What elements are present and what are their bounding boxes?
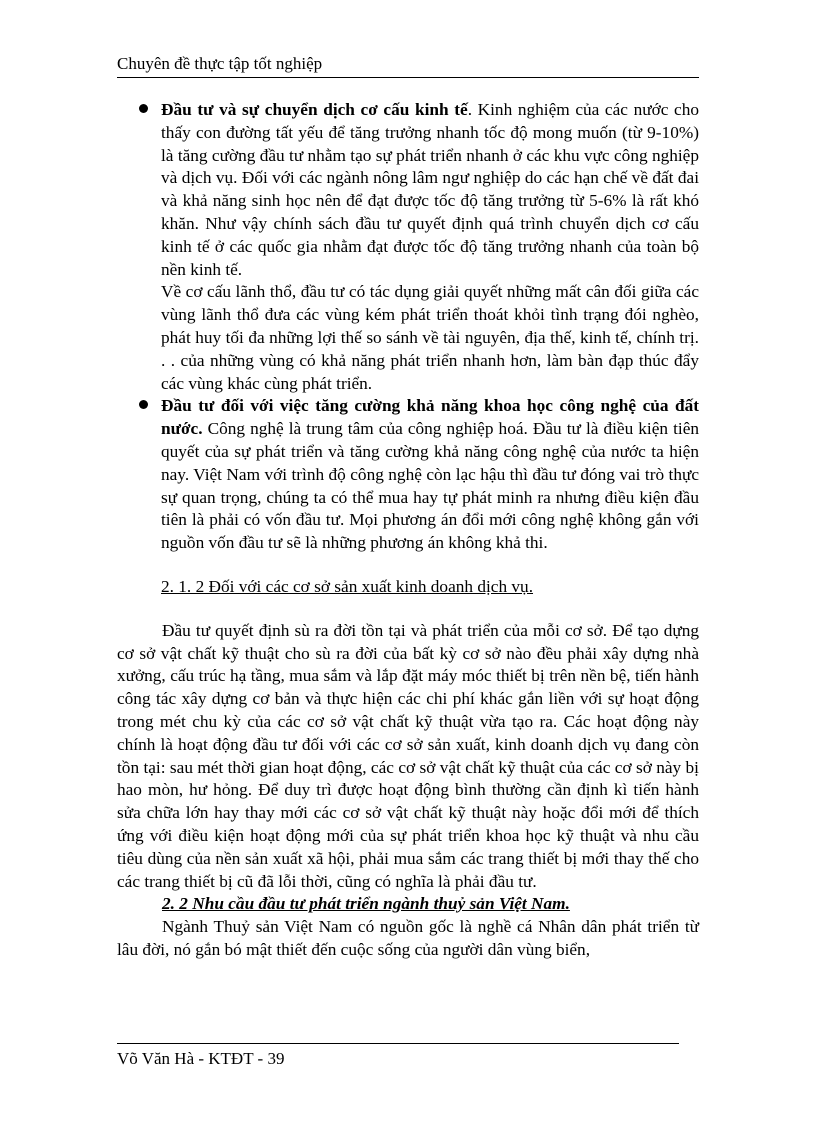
bullet-paragraph	[161, 395, 699, 555]
header-title: Chuyên đề thực tập tốt nghiệp	[117, 54, 323, 73]
bullet-icon	[139, 104, 148, 113]
subheading: 2. 1. 2 Đối với các cơ sở sản xuất kinh doanh dịch vụ.	[161, 576, 534, 596]
bullet-text: . Kinh nghiệm của các nước cho thấy con đường tất yếu để tăng trưởng nhanh tốc độ mong muốn (từ 9-10%) là tăng cường đầu tư nhằm tạo sự phát triển nhanh ở các khu vực công nghiệp và dịch vụ. Đối với các ngành nông lâm ngư nghiệp do các hạn chế về đất đai và khả năng sinh học nên để đạt được tốc độ tăng trưởng từ 5-6% là rất khó khăn. Như vậy chính sách đầu tư quyết định quá trình chuyển dịch cơ cấu kinh tế ở các quốc gia nhằm đạt được tốc độ tăng trưởng nhanh của toàn bộ nền kinh tế.	[161, 100, 699, 279]
section-heading: 2. 2 Nhu cầu đầu tư phát triển ngành thuỷ sản Việt Nam.	[162, 894, 570, 914]
bullet-extra-paragraph: Về cơ cấu lãnh thổ, đầu tư có tác dụng giải quyết những mất cân đối giữa các vùng lãnh thổ đưa các vùng kém phát triển thoát khỏi tình trạng đói nghèo, phát huy tối đa những lợi thế so sánh về tài nguyên, địa thế, kinh tế, chính trị. . . của những vùng có khả năng phát triển nhanh hơn, làm bàn đạp thúc đẩy các vùng khác cùng phát triển.	[161, 282, 699, 393]
page-header	[117, 51, 699, 78]
bullet-item	[117, 395, 699, 555]
bullet-icon	[139, 400, 148, 409]
bullet-paragraph	[161, 99, 699, 281]
bullet-item	[117, 99, 699, 395]
footer-text: Võ Văn Hà - KTĐT - 39	[117, 1049, 285, 1068]
bullet-bold-lead: Đầu tư và sự chuyển dịch cơ cấu kinh tế	[161, 100, 468, 119]
page-footer	[117, 1043, 679, 1070]
body-paragraph: Đầu tư quyết định sù ra đời tồn tại và phát triển của mỗi cơ sở. Để tạo dựng cơ sở vật chất kỹ thuật cho sù ra đời của bất kỳ cơ sở nào đều phải xây dựng nhà xưởng, cấu trúc hạ tầng, mua sắm và lắp đặt máy móc thiết bị trên nền bệ, tiến hành công tác xây dựng cơ bản và thực hiện các chi phí khác gắn liền với sự hoạt động trong mét chu kỳ của các cơ sở vật chất kỹ thuật vừa tạo ra. Các hoạt động này chính là hoạt động đầu tư đối với các cơ sở sản xuất, kinh doanh dịch vụ đang còn tồn tại: sau mét thời gian hoạt động, các cơ sở vật chất kỹ thuật của các cơ sở này bị hao mòn, hư hỏng. Để duy trì được hoạt động bình thường cần định kì tiến hành sửa chữa lớn hay thay mới các cơ sở vật chất kỹ thuật này hoặc đổi mới để thích ứng với điều kiện hoạt động mới của sự phát triển khoa học kỹ thuật và nhu cầu tiêu dùng của nền sản xuất xã hội, phải mua sắm các trang thiết bị mới thay thế cho các trang thiết bị cũ đã lỗi thời, cũng có nghĩa là phải đầu tư.	[117, 620, 699, 891]
bullet-text: Công nghệ là trung tâm của công nghiệp hoá. Đầu tư là điều kiện tiên quyết của sự phát triển và tăng cường khả năng công nghệ của nước ta hiện nay. Việt Nam với trình độ công nghệ còn lạc hậu thì đầu tư đóng vai trò thực sự quan trọng, chúng ta có thể mua hay tự phát minh ra nhưng điều kiện đầu tiên là phải có vốn đầu tư. Mọi phương án đổi mới công nghệ không gắn với nguồn vốn đầu tư sẽ là những phương án không khả thi.	[161, 419, 699, 553]
page-content	[117, 99, 699, 962]
body-paragraph: Ngành Thuỷ sản Việt Nam có nguồn gốc là nghề cá Nhân dân phát triển từ lâu đời, nó gắn bó mật thiết đến cuộc sống của người dân vùng biển,	[117, 917, 699, 959]
bullet-bold-lead: Đầu tư đối với việc tăng cường khả năng khoa học công nghệ của đất nước.	[161, 396, 699, 439]
